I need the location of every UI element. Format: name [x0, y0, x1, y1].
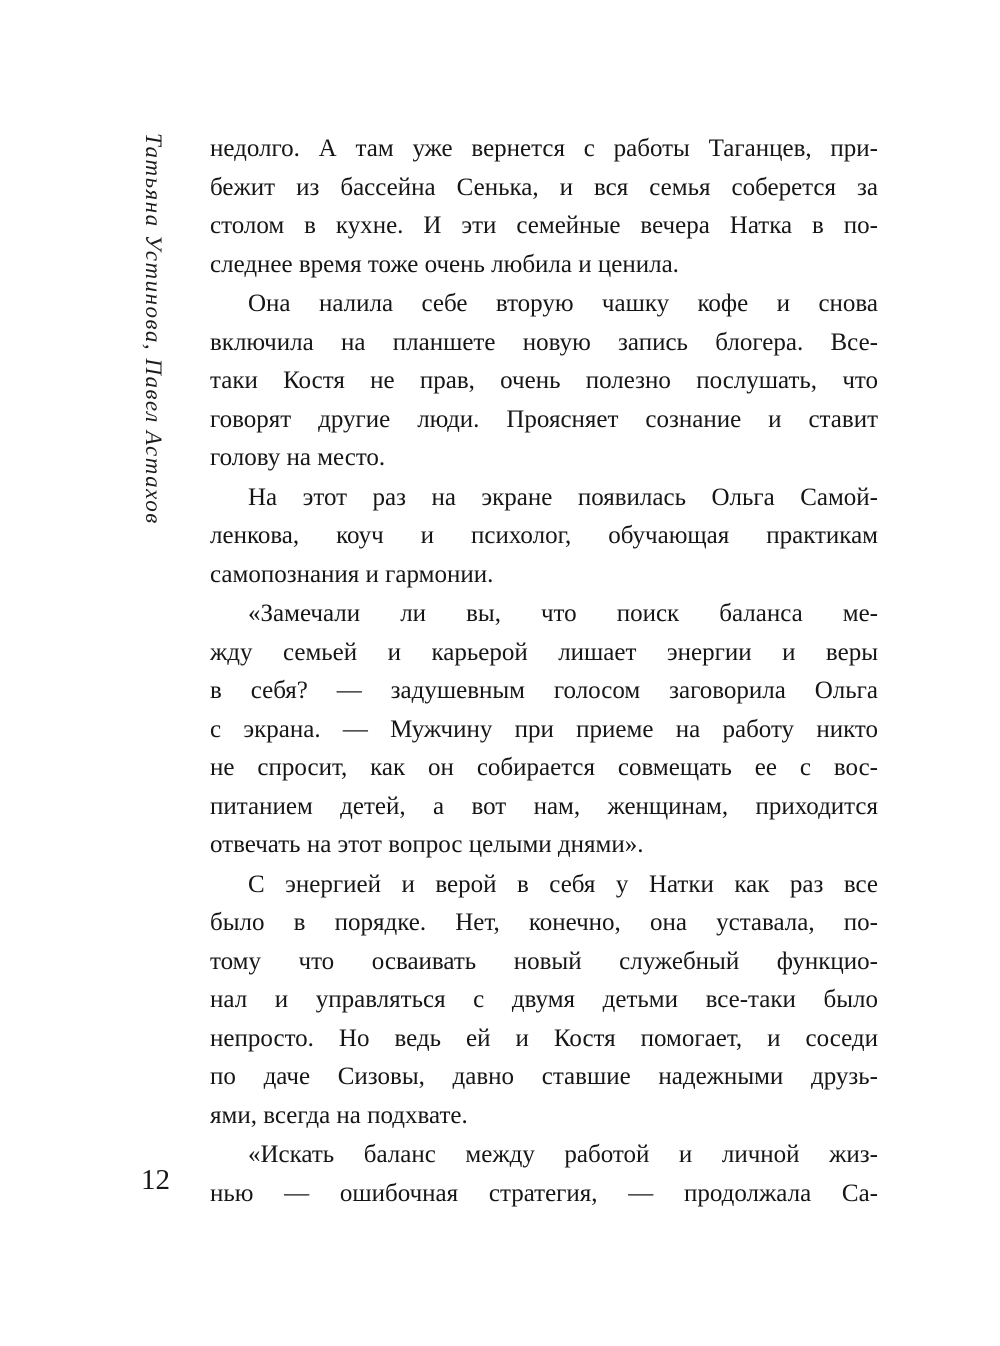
text-line: ями, всегда на подхвате. — [210, 1101, 468, 1129]
text-block — [210, 130, 878, 1213]
text-line: нью — ошибочная стратегия, — продолжала Са- — [210, 1179, 878, 1207]
text-line: Она налила себе вторую чашку кофе и снова — [248, 290, 878, 317]
page-number: 12 — [141, 1164, 170, 1196]
text-line: непросто. Но ведь ей и Костя помогает, и соседи — [210, 1024, 878, 1052]
text-line: С энергией и верой в себя у Натки как раз все — [248, 870, 878, 898]
text-line: включила на планшете новую запись блогера. Все- — [210, 328, 878, 356]
text-line: питанием детей, а вот нам, женщинам, приходится — [210, 792, 878, 820]
margin-author-name: Татьяна Устинова, Павел Астахов — [141, 133, 166, 525]
paragraph — [210, 866, 878, 1136]
paragraph — [210, 130, 878, 284]
text-line: таки Костя не прав, очень полезно послушать, что — [210, 367, 878, 394]
text-line: с экрана. — Мужчину при приеме на работу никто — [210, 715, 878, 743]
text-line: бежит из бассейна Сенька, и вся семья соберется за — [210, 173, 878, 201]
text-line: На этот раз на экране появилась Ольга Самой- — [248, 483, 878, 511]
paragraph — [210, 1136, 878, 1213]
text-line: недолго. А там уже вернется с работы Таганцев, при- — [210, 135, 878, 162]
text-line: столом в кухне. И эти семейные вечера Натка в по- — [210, 212, 878, 239]
text-line: следнее время тоже очень любила и ценила. — [210, 250, 679, 278]
text-line: было в порядке. Нет, конечно, она уставала, по- — [210, 909, 878, 936]
text-line: жду семьей и карьерой лишает энергии и веры — [210, 638, 878, 666]
paragraph — [210, 479, 878, 595]
text-line: в себя? — задушевным голосом заговорила Ольга — [210, 677, 878, 704]
text-line: нал и управляться с двумя детьми все-таки было — [210, 986, 878, 1013]
text-line: «Искать баланс между работой и личной жиз- — [248, 1141, 878, 1168]
text-line: отвечать на этот вопрос целыми днями». — [210, 831, 644, 858]
text-line: тому что осваивать новый служебный функцио- — [210, 947, 878, 975]
paragraph — [210, 285, 878, 478]
text-line: голову на место. — [210, 444, 386, 471]
text-line: говорят другие люди. Проясняет сознание и ставит — [210, 405, 878, 433]
text-line: ленкова, коуч и психолог, обучающая практикам — [210, 522, 878, 549]
text-line: не спросит, как он собирается совмещать ее с вос- — [210, 754, 878, 781]
text-line: по даче Сизовы, давно ставшие надежными друзь- — [210, 1063, 878, 1090]
text-line: «Замечали ли вы, что поиск баланса ме- — [248, 600, 878, 627]
text-line: самопознания и гармонии. — [210, 560, 494, 588]
paragraph — [210, 595, 878, 865]
